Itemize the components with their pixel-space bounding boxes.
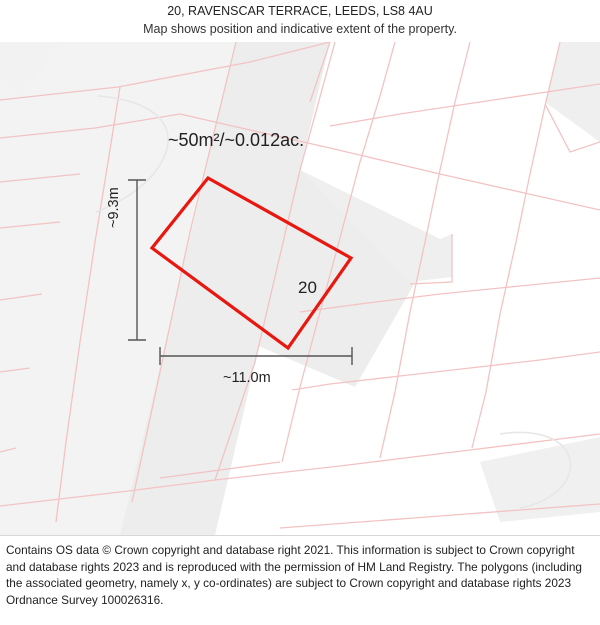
map-canvas[interactable]	[0, 42, 600, 535]
plot-number-label: 20	[298, 278, 317, 297]
page-subtitle: Map shows position and indicative extent of the property.	[143, 22, 457, 36]
area-label: ~50m²/~0.012ac.	[168, 130, 305, 150]
map-header	[0, 0, 600, 42]
map-footer-attribution	[0, 535, 600, 625]
attribution-text: Contains OS data © Crown copyright and database right 2021. This information is subject to Crown copyright and database rights 2023 and is reproduced with the permission of HM Land Registry. The polygons (including the associated geometry, namely x, y co-ordinates) are subject to Crown copyright and database rights 2023 Ordnance Survey 100026316.	[6, 543, 582, 607]
height-measurement-label: ~9.3m	[106, 187, 122, 228]
page-title: 20, RAVENSCAR TERRACE, LEEDS, LS8 4AU	[167, 4, 433, 18]
width-measurement-label: ~11.0m	[223, 370, 271, 386]
